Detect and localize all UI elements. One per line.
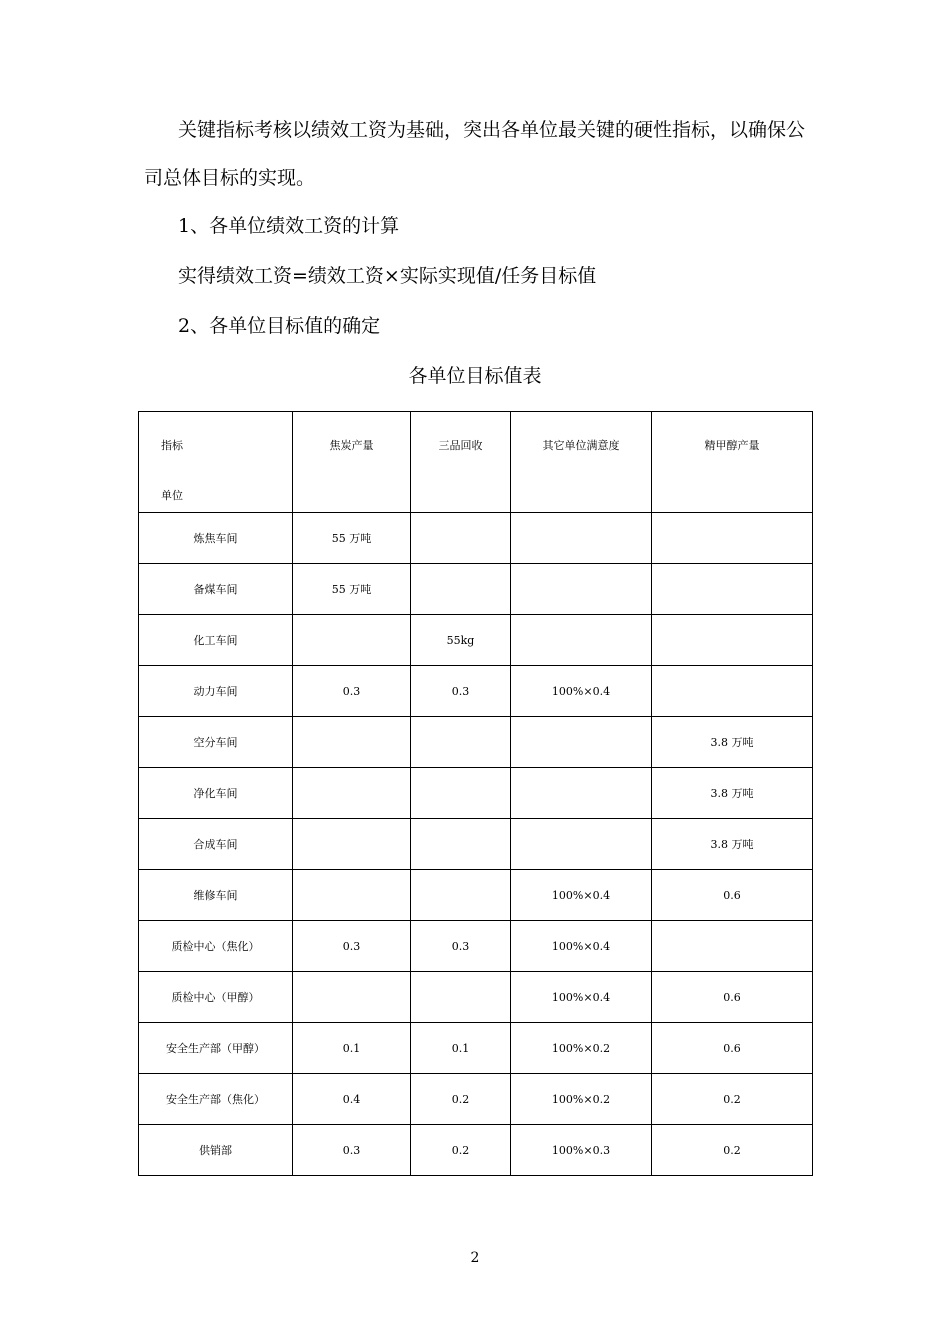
unit-name-cell: 安全生产部（焦化） <box>139 1074 293 1125</box>
unit-name-cell: 供销部 <box>139 1125 293 1176</box>
target-value-cell: 0.6 <box>652 1023 813 1074</box>
target-value-cell: 0.2 <box>652 1074 813 1125</box>
target-value-cell: 0.3 <box>293 666 411 717</box>
table-row <box>139 972 813 1023</box>
unit-name-cell: 化工车间 <box>139 615 293 666</box>
target-value-cell <box>411 972 511 1023</box>
target-value-cell <box>511 564 652 615</box>
column-header <box>293 412 411 513</box>
target-value-cell: 100%×0.4 <box>511 870 652 921</box>
table-row <box>139 819 813 870</box>
target-value-cell <box>652 564 813 615</box>
target-value-cell: 100%×0.4 <box>511 921 652 972</box>
unit-name-cell: 动力车间 <box>139 666 293 717</box>
table-row <box>139 1074 813 1125</box>
target-value-cell: 0.6 <box>652 870 813 921</box>
target-value-cell: 100%×0.4 <box>511 666 652 717</box>
unit-name-cell: 净化车间 <box>139 768 293 819</box>
target-value-cell <box>511 819 652 870</box>
table-row <box>139 921 813 972</box>
section-heading-2: 2、各单位目标值的确定 <box>178 315 381 337</box>
target-value-cell <box>411 819 511 870</box>
target-value-cell: 0.6 <box>652 972 813 1023</box>
table-row <box>139 513 813 564</box>
target-value-cell <box>411 717 511 768</box>
target-value-cell: 3.8 万吨 <box>652 768 813 819</box>
unit-name-cell: 质检中心（焦化） <box>139 921 293 972</box>
target-value-cell: 100%×0.2 <box>511 1023 652 1074</box>
target-value-cell <box>411 768 511 819</box>
intro-paragraph-line2: 司总体目标的实现。 <box>144 167 316 189</box>
unit-name-cell: 炼焦车间 <box>139 513 293 564</box>
unit-name-cell: 维修车间 <box>139 870 293 921</box>
target-value-cell: 0.4 <box>293 1074 411 1125</box>
unit-name-cell: 合成车间 <box>139 819 293 870</box>
target-value-cell <box>511 615 652 666</box>
target-value-cell <box>293 972 411 1023</box>
target-value-cell <box>293 870 411 921</box>
column-header <box>511 412 652 513</box>
unit-name-cell: 备煤车间 <box>139 564 293 615</box>
target-value-cell: 0.3 <box>293 921 411 972</box>
column-header-label: 三品回收 <box>438 439 483 452</box>
table-row <box>139 768 813 819</box>
performance-pay-formula: 实得绩效工资=绩效工资×实际实现值/任务目标值 <box>178 265 597 287</box>
target-value-cell <box>652 615 813 666</box>
target-value-cell <box>293 615 411 666</box>
target-value-cell: 0.2 <box>411 1074 511 1125</box>
target-value-cell <box>411 513 511 564</box>
target-value-cell: 0.3 <box>411 921 511 972</box>
table-header-row <box>139 412 813 513</box>
target-value-cell: 0.2 <box>411 1125 511 1176</box>
column-header-label: 精甲醇产量 <box>704 439 760 452</box>
target-value-cell <box>511 717 652 768</box>
corner-unit-label: 单位 <box>161 489 183 502</box>
column-header-label: 焦炭产量 <box>329 439 374 452</box>
target-value-cell <box>411 564 511 615</box>
target-value-cell <box>652 513 813 564</box>
target-value-cell <box>293 768 411 819</box>
corner-indicator-label: 指标 <box>161 439 183 452</box>
table-row <box>139 666 813 717</box>
column-header-label: 其它单位满意度 <box>542 439 620 452</box>
table-body <box>139 412 813 1176</box>
target-value-cell: 0.1 <box>411 1023 511 1074</box>
unit-name-cell: 质检中心（甲醇） <box>139 972 293 1023</box>
target-value-cell <box>411 870 511 921</box>
target-value-cell <box>293 819 411 870</box>
unit-target-table <box>138 411 813 1176</box>
target-value-cell <box>293 717 411 768</box>
target-value-cell <box>652 921 813 972</box>
corner-header-cell <box>139 412 293 513</box>
column-header <box>652 412 813 513</box>
unit-name-cell: 空分车间 <box>139 717 293 768</box>
section-heading-1: 1、各单位绩效工资的计算 <box>178 215 400 237</box>
intro-paragraph-line1: 关键指标考核以绩效工资为基础，突出各单位最关键的硬性指标，以确保公 <box>178 119 806 141</box>
target-value-cell: 0.2 <box>652 1125 813 1176</box>
table-row <box>139 717 813 768</box>
table-title: 各单位目标值表 <box>408 365 542 387</box>
unit-name-cell: 安全生产部（甲醇） <box>139 1023 293 1074</box>
table-row <box>139 564 813 615</box>
target-value-cell: 100%×0.2 <box>511 1074 652 1125</box>
column-header <box>411 412 511 513</box>
target-value-cell: 100%×0.4 <box>511 972 652 1023</box>
table-row <box>139 1125 813 1176</box>
target-value-cell <box>652 666 813 717</box>
target-value-cell: 100%×0.3 <box>511 1125 652 1176</box>
target-value-cell: 55kg <box>411 615 511 666</box>
target-value-cell <box>511 768 652 819</box>
target-value-cell: 55 万吨 <box>293 564 411 615</box>
table-row <box>139 1023 813 1074</box>
target-value-cell: 0.1 <box>293 1023 411 1074</box>
table-row <box>139 615 813 666</box>
page-number: 2 <box>470 1250 480 1266</box>
table-row <box>139 870 813 921</box>
target-value-cell: 3.8 万吨 <box>652 819 813 870</box>
target-value-cell <box>511 513 652 564</box>
target-value-cell: 3.8 万吨 <box>652 717 813 768</box>
target-value-cell: 0.3 <box>411 666 511 717</box>
target-value-cell: 0.3 <box>293 1125 411 1176</box>
target-value-cell: 55 万吨 <box>293 513 411 564</box>
